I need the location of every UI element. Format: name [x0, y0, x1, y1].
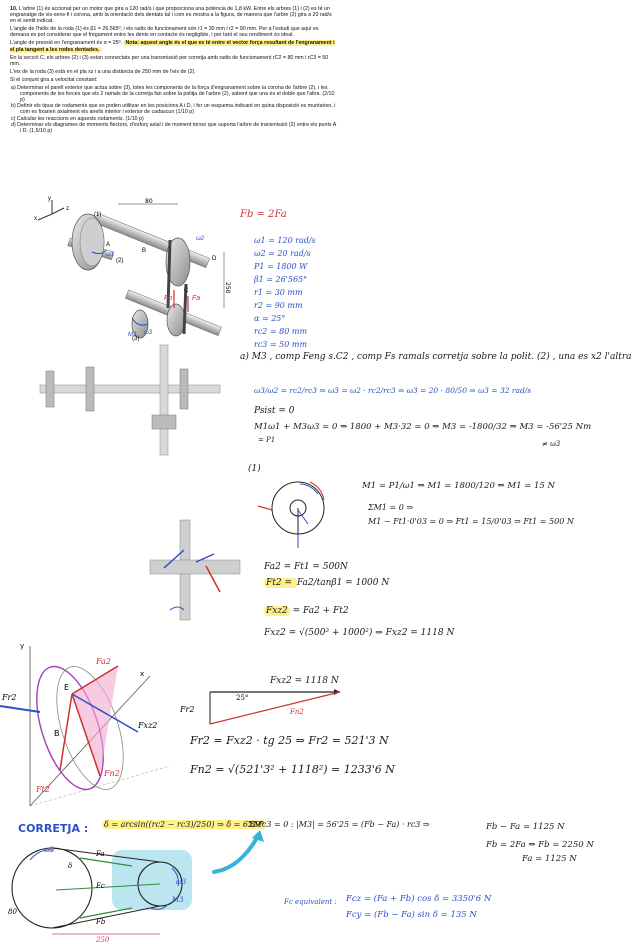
label-e-view: E: [64, 683, 70, 692]
note-fxz2-mag: Fxz2 = √(500² + 1000²) ⇒ Fxz2 = 1118 N: [264, 628, 455, 638]
label-fr2-view: Fr2: [2, 693, 17, 702]
label-ft2-view: Ft2: [36, 785, 50, 794]
note-fxz2-rhs: = Fa2 + Ft2: [289, 606, 349, 616]
label-belt-delta: δ: [68, 862, 73, 870]
label-fa: Fa: [192, 295, 201, 302]
label-y: y: [48, 196, 51, 202]
note-p1-label: = P1: [258, 436, 276, 444]
label-b: B: [142, 248, 147, 254]
given-rc2: rc2 = 80 mm: [254, 327, 308, 336]
label-fxz2-view: Fxz2: [138, 721, 158, 730]
label-belt-fa: Fa: [96, 850, 105, 858]
label-fa2-view: Fa2: [96, 657, 111, 666]
label-belt-w3: ω3: [176, 878, 187, 886]
gear-1-free-body: [258, 470, 338, 550]
note-fxz2: [264, 606, 349, 616]
label-x-view: x: [140, 670, 145, 678]
question-b: b) Definir els tipus de rodaments que es poden utilitzar en les posicions A i D, i fer un esquema indicant en quina disposició es muntarien, i com es fixarien axialment els anells interior i exterior de cadascun (1/10 p): [11, 103, 336, 116]
problem-para-4: En la secció C, els arbres (2) i (3) estan connectats per una transmissió per corretja amb radis de funcionament rC2 = 80 mm i rC3 = 50 mm.: [10, 54, 329, 67]
label-belt-80: 80: [8, 908, 17, 916]
label-d: D: [212, 256, 217, 262]
label-y-view: y: [20, 642, 25, 650]
gear-contact-figure: [150, 510, 250, 630]
note-fcy: Fcy = (Fb − Fa) sin δ = 135 N: [346, 910, 477, 920]
problem-questions: [10, 85, 338, 134]
note-fn2-eq: Fn2 = √(521'3² + 1118²) = 1233'6 N: [190, 763, 395, 776]
note-psist: Psist = 0: [254, 406, 295, 416]
note-fxz2-lhs: Fxz2: [266, 606, 288, 616]
given-w1: ω1 = 120 rad/s: [254, 236, 316, 245]
note-ft2: [264, 578, 389, 588]
label-c: C: [184, 288, 189, 294]
note-fr2-eq: Fr2 = Fxz2 · tg 25 ⇒ Fr2 = 521'3 N: [190, 734, 389, 747]
label-z: z: [66, 206, 69, 212]
label-fn2-tri: Fn2: [290, 708, 304, 716]
label-b-view: B: [54, 729, 60, 738]
flow-arrow: [210, 828, 270, 878]
label-a: A: [106, 242, 111, 248]
label-w1: ω1: [106, 252, 115, 258]
note-fa2: Fa2 = Ft1 = 500N: [264, 562, 348, 572]
label-belt-w2: ω2: [44, 846, 55, 854]
note-gear-label: (1): [248, 464, 261, 474]
label-1: (1): [94, 212, 102, 218]
label-w3: ω3: [144, 330, 153, 336]
given-w2: ω2 = 20 rad/s: [254, 249, 311, 258]
label-belt-m3: M3: [172, 896, 184, 904]
question-c: c) Calcular les reaccions en aquests rodaments. (1/10 p): [11, 115, 144, 122]
given-rc3: rc3 = 50 mm: [254, 340, 308, 349]
note-sign: ≠ ω3: [542, 440, 561, 448]
label-x: x: [34, 216, 37, 222]
note-ft1-eq: M1 − Ft1·0'03 = 0 ⇒ Ft1 = 15/0'03 ⇒ Ft1 = 500 N: [368, 517, 574, 526]
problem-para-3a: L'angle de pressió en l'engranament és α = 25º.: [10, 40, 124, 47]
note-ft2-rhs: Fa2/tanβ1 = 1000 N: [296, 578, 390, 588]
note-m1-eq: M1 = P1/ω1 ⇒ M1 = 1800/120 ⇒ M1 = 15 N: [362, 481, 555, 491]
note-fxz2-label: Fxz2 = 1118 N: [270, 676, 339, 686]
label-fb: Fb: [164, 295, 173, 302]
note-givens: [254, 234, 316, 351]
problem-para-2: L'angle de l'hèlix de la roda (1) és β1 = 26,565º, i els radis de funcionament són r1 = 30 mm i r2 = 90 mm. Per a l'estudi que aquí es demana es pot considerar que el fregament entre les dents en contacte és negligible, i per tant el seu rendiment és ideal.: [10, 26, 319, 39]
problem-para-5: L'eix de la roda (3) està en el pla xz i a una distància de 250 mm de l'eix de (2).: [10, 68, 196, 75]
problem-number: 10.: [10, 6, 18, 12]
label-belt-fc: Fc: [96, 882, 105, 890]
label-belt-fb: Fb: [96, 918, 106, 926]
label-angle-25: 25°: [236, 694, 249, 702]
note-fc-label: Fc equivalent :: [284, 898, 337, 906]
note-power-eq: M1ω1 + M3ω3 = 0 ⇒ 1800 + M3·32 = 0 ⇒ M3 = -1800/32 ⇒ M3 = -56'25 Nm: [254, 422, 592, 432]
given-r2: r2 = 90 mm: [254, 301, 303, 310]
given-alpha: α = 25°: [254, 314, 286, 323]
given-p1: P1 = 1800 W: [254, 262, 308, 271]
label-2: (2): [116, 258, 124, 264]
problem-statement: [10, 6, 338, 134]
note-sum-m: ΣM1 = 0 ⇒: [368, 503, 414, 512]
note-ratio: ω3/ω2 = rc2/rc3 ⇒ ω3 = ω2 · rc2/rc3 ⇒ ω3 = 20 · 80/50 ⇒ ω3 = 32 rad/s: [254, 386, 532, 395]
assembly-front-view: [40, 345, 220, 455]
note-fa-res: Fa = 1125 N: [522, 854, 577, 864]
problem-para-6: Si el conjunt gira a velocitat constant:: [10, 76, 98, 83]
label-3: (3): [132, 336, 140, 342]
note-fb-eq: Fb = 2Fa: [240, 209, 287, 220]
question-d: d) Determinar els diagrames de moments flectors, d'esforç axial i de moment torsor que suporta l'arbre de transmissió (2) entre els punts A i D. (1,5/10 p): [11, 121, 336, 134]
corretja-title: CORRETJA :: [18, 822, 89, 835]
note-delta-eq: δ = arcsin((rc2 − rc3)/250) ⇒ δ = 6'89°: [104, 820, 265, 829]
note-fb-res: Fb = 2Fa ⇒ Fb = 2250 N: [486, 840, 594, 850]
label-m3: M3: [128, 332, 137, 338]
note-part-a: a) M3 , comp Feng s.C2 , comp Fs ramals corretja sobre la polit. (2) , una es x2 l'altra: [240, 352, 632, 362]
force-triangle: [180, 688, 350, 730]
note-fb-fa: Fb − Fa = 1125 N: [486, 822, 565, 832]
problem-para-1: L'arbre (1) és accionat per un motor que gira a 120 rad/s i que proporciona una potència de 1,8 kW. Entre els arbres (1) i (2) es té un engranatge de vis-sens-fi i corona, amb la orientació dels dentats tal i com es mostra a la figura, de manera que l'arbre (2) gira a 20 rad/s en el sentit indicat.: [10, 6, 332, 25]
label-fr2-tri: Fr2: [180, 705, 195, 714]
label-w2: ω2: [196, 236, 205, 242]
label-belt-250: 250: [96, 936, 110, 944]
dim-250: 250: [224, 282, 231, 294]
problem-note: Nota: aquest angle és el que es té entre el vector força resultant de l'engranament i el pla tangent a les rodes dentades.: [10, 40, 335, 53]
gear-2-force-diagram: [0, 636, 172, 808]
note-moment-eq: ΣMc3 = 0 : |M3| = 56'25 = (Fb − Fa) · rc3 ⇒: [248, 820, 430, 829]
dim-80: 80: [145, 198, 153, 205]
given-beta1: β1 = 26'565°: [254, 275, 308, 284]
assembly-3d-figure: [28, 196, 240, 360]
label-fn2-view: Fn2: [104, 769, 120, 778]
note-fcz: Fcz = (Fa + Fb) cos δ = 3350'6 N: [346, 894, 492, 904]
given-r1: r1 = 30 mm: [254, 288, 303, 297]
note-ft2-lhs: Ft2 =: [266, 578, 295, 588]
question-a: a) Determinar el parell exterior que actua sobre (3), totes les components de la força d'engranament sobre la corona de l'arbre (2), i les components de les forces que els 2 ramals de la corretja fan sobre la politja de l'arbre (2), sabent que una és el doble que l'altra. (2/10 p): [11, 85, 335, 104]
